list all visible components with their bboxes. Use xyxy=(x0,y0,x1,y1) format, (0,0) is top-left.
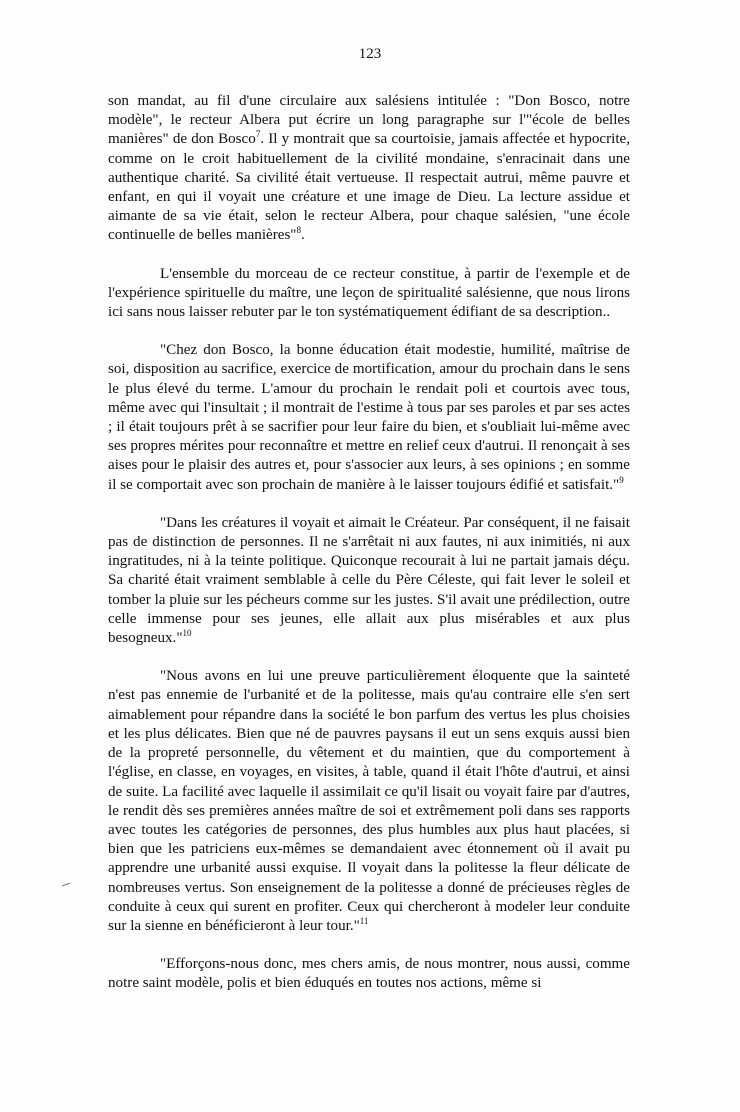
footnote-ref-9: 9 xyxy=(619,474,624,485)
margin-pen-mark xyxy=(62,883,70,887)
footnote-ref-11: 11 xyxy=(359,915,369,926)
quote-4-text: "Efforçons-nous donc, mes chers amis, de nous montrer, nous aussi, comme notre saint modèle, polis et bien éduqués en toutes nos actions, même si xyxy=(108,956,630,992)
paragraph-1-text-cont: . Il y montrait que sa courtoisie, jamais affectée et hypocrite, comme on le croit habituellement de la civilité mondaine, s'enracinait dans une authentique charité. Sa civilité était vertueuse. Il respectait autrui, même pauvre et enfant, en qui il voyait une créature et une image de Dieu. La lecture assidue et aimante de sa vie était, selon le recteur Albera, pour chaque salésien, "une école continuelle de belles manières" xyxy=(108,131,630,244)
paragraph-1-text-end: . xyxy=(300,227,305,244)
quote-paragraph-3 xyxy=(108,667,630,936)
quote-paragraph-1 xyxy=(108,341,630,495)
page-number: 123 xyxy=(358,46,382,62)
paragraph-1 xyxy=(108,92,630,246)
quote-paragraph-4 xyxy=(108,955,630,993)
footnote-ref-7: 7 xyxy=(255,129,261,140)
quote-3-text: "Nous avons en lui une preuve particulièrement éloquente que la sainteté n'est pas ennemie de l'urbanité et de la politesse, mais qu'au contraire elle s'en sert aimablement pour répandre dans la société le bon parfum des vertus les plus choisies et les plus délicates. Bien que né de pauvres paysans il eut un sens exquis aussi bien de la propreté personnelle, du vêtement et du maintien, que du comportement à l'église, en classe, en voyages, en visites, à table, quand il était l'hôte d'autrui, et ainsi de suite. La facilité avec laquelle il assimilait ce qu'il lisait ou voyait faire par d'autres, le rendit dès ses premières années maître de soi et extrêmement poli dans ses rapports avec toutes les catégories de personnes, des plus humbles aux plus haut placées, si bien que les patriciens eux-mêmes se demandaient avec étonnement où il avait pu apprendre une urbanité aussi exquise. Il voyait dans la politesse la fleur délicate de nombreuses vertus. Son enseignement de la politesse a donné de précieuses règles de conduite à ceux qui surent en profiter. Ceux qui chercheront à modeler leur conduite sur la sienne en bénéficieront à leur tour." xyxy=(108,668,630,934)
quote-1-text: "Chez don Bosco, la bonne éducation était modestie, humilité, maîtrise de soi, disposition au sacrifice, exercice de mortification, amour du prochain dans le sens le plus élevé du terme. L'amour du prochain le rendait poli et courtois avec tous, même avec qui l'insultait ; il montrait de l'estime à tous par ses paroles et par ses actes ; il était toujours prêt à se sacrifier pour leur faire du bien, et s'oubliait lui-même avec ses propres mérites pour reconnaître et mettre en relief ceux d'autrui. Il renonçait à ses aises pour le plaisir des autres et, pour s'associer aux leurs, à ses opinions ; en somme il se comportait avec son prochain de manière à le laisser toujours édifié et satisfait." xyxy=(108,342,630,493)
paragraph-2 xyxy=(108,265,630,323)
quote-paragraph-2 xyxy=(108,514,630,648)
footnote-ref-10: 10 xyxy=(182,628,192,639)
quote-2-text: "Dans les créatures il voyait et aimait le Créateur. Par conséquent, il ne faisait pas de distinction de personnes. Il ne s'arrêtait ni aux fautes, ni aux inimitiés, ni aux ingratitudes, ni à la teinte politique. Quiconque recourait à lui ne partait jamais déçu. Sa charité était vraiment semblable à celle du Père Céleste, qui fait lever le soleil et tomber la pluie sur les pécheurs comme sur les justes. S'il avait une prédilection, outre celle immense pour ses jeunes, elle allait aux plus misérables et aux plus besogneux." xyxy=(108,514,630,647)
paragraph-2-text: L'ensemble du morceau de ce recteur constitue, à partir de l'exemple et de l'expérience spirituelle du maître, une leçon de spiritualité salésienne, que nous lirons ici sans nous laisser rebuter par le ton systématiquement édifiant de sa description.. xyxy=(108,265,630,321)
body-text xyxy=(108,92,630,994)
paragraph-1-text: son mandat, au fil d'une circulaire aux salésiens intitulée : "Don Bosco, notre modèle", le recteur Albera put écrire un long paragraphe sur l'"école de belles manières" de don Bosco xyxy=(108,93,630,148)
footnote-ref-8: 8 xyxy=(296,225,301,236)
